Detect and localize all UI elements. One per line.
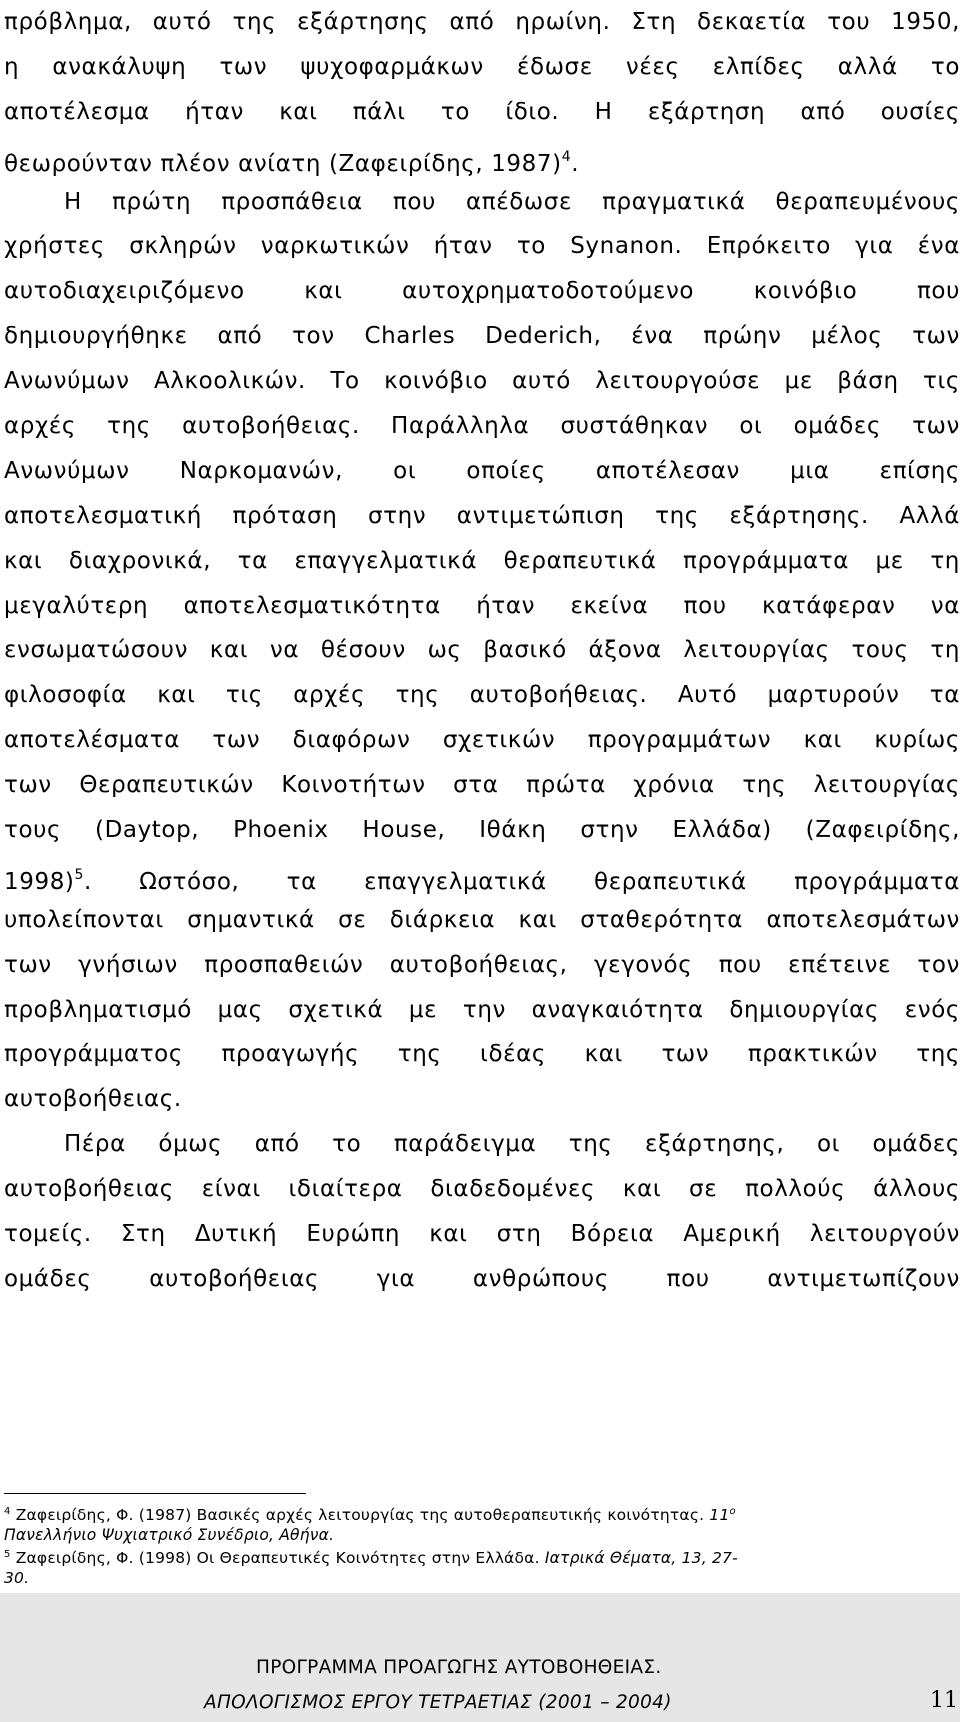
text-line: αυτοβοήθειας είναι ιδιαίτερα διαδεδομένες και σε πολλούς άλλους bbox=[4, 1176, 960, 1203]
footnote-5 bbox=[4, 1545, 954, 1568]
text-segment: θεωρούνταν πλέον ανίατη (Ζαφειρίδης, 1987) bbox=[4, 150, 562, 177]
text-line: φιλοσοφία και τις αρχές της αυτοβοήθειας. Αυτό μαρτυρούν τα bbox=[4, 682, 960, 709]
footnote-italic-sup: ο bbox=[729, 1506, 736, 1517]
footnote-text: Ζαφειρίδης, Φ. (1987) Βασικές αρχές λειτουργίας της αυτοθεραπευτικής κοινότητας. bbox=[10, 1506, 710, 1524]
text-line bbox=[4, 853, 960, 898]
text-line: Ανωνύμων Αλκοολικών. Το κοινόβιο αυτό λειτουργούσε με βάση τις bbox=[4, 368, 960, 395]
footnote-text: Ζαφειρίδης, Φ. (1998) Οι Θεραπευτικές Κοινότητες στην Ελλάδα. bbox=[10, 1549, 545, 1567]
footnote-italic: Ιατρικά Θέματα, 13, 27- bbox=[544, 1549, 738, 1567]
footnote-5-cont: 30. bbox=[4, 1569, 30, 1587]
footnote-ref-5[interactable]: 5 bbox=[74, 866, 85, 883]
footer-report-title: ΑΠΟΛΟΓΙΣΜΟΣ ΕΡΓΟΥ ΤΕΤΡΑΕΤΙΑΣ (2001 – 2004) bbox=[204, 1692, 672, 1713]
text-line: η ανακάλυψη των ψυχοφαρμάκων έδωσε νέες ελπίδες αλλά το bbox=[4, 53, 960, 80]
text-line: των Θεραπευτικών Κοινοτήτων στα πρώτα χρόνια της λειτουργίας bbox=[4, 772, 960, 799]
footer-program-title: ΠΡΟΓΡΑΜΜΑ ΠΡΟΑΓΩΓΗΣ ΑΥΤΟΒΟΗΘΕΙΑΣ. bbox=[256, 1657, 662, 1678]
text-line: τομείς. Στη Δυτική Ευρώπη και στη Βόρεια Αμερική λειτουργούν bbox=[4, 1221, 960, 1248]
footnote-ref-4[interactable]: 4 bbox=[561, 148, 572, 165]
text-line: τους (Daytop, Phoenix House, Ιθάκη στην Ελλάδα) (Ζαφειρίδης, bbox=[4, 817, 960, 844]
footnote-number: 4 bbox=[4, 1506, 11, 1517]
text-line: δημιουργήθηκε από τον Charles Dederich, ένα πρώην μέλος των bbox=[4, 323, 960, 350]
footnotes bbox=[4, 1502, 954, 1588]
footnote-italic: 11 bbox=[709, 1506, 730, 1524]
page-number: 11 bbox=[930, 1688, 958, 1713]
footnote-4-cont: Πανελλήνιο Ψυχιατρικό Συνέδριο, Αθήνα. bbox=[4, 1526, 335, 1544]
text-line: προβληματισμό μας σχετικά με την αναγκαιότητα δημιουργίας ενός bbox=[4, 996, 960, 1023]
text-segment: 1998) bbox=[4, 868, 75, 895]
text-line: υπολείπονται σημαντικά σε διάρκεια και σταθερότητα αποτελεσμάτων bbox=[4, 906, 960, 933]
text-line: Η πρώτη προσπάθεια που απέδωσε πραγματικά θεραπευμένους bbox=[64, 188, 960, 215]
text-line: αυτοβοήθειας. bbox=[4, 1086, 182, 1113]
text-segment: . Ωστόσο, τα επαγγελματικά θεραπευτικά προγράμματα bbox=[84, 868, 960, 895]
text-segment: . bbox=[571, 150, 580, 177]
text-line: αποτέλεσμα ήταν και πάλι το ίδιο. Η εξάρτηση από ουσίες bbox=[4, 98, 960, 125]
text-line: αποτελέσματα των διαφόρων σχετικών προγραμμάτων και κυρίως bbox=[4, 727, 960, 754]
footnote-4 bbox=[4, 1502, 954, 1525]
footnote-number: 5 bbox=[4, 1549, 11, 1560]
text-line: αρχές της αυτοβοήθειας. Παράλληλα συστάθηκαν οι ομάδες των bbox=[4, 413, 960, 440]
text-line: και διαχρονικά, τα επαγγελματικά θεραπευτικά προγράμματα με τη bbox=[4, 547, 960, 574]
text-line: αυτοδιαχειριζόμενο και αυτοχρηματοδοτούμενο κοινόβιο που bbox=[4, 278, 960, 305]
text-line: χρήστες σκληρών ναρκωτικών ήταν το Synanon. Επρόκειτο για ένα bbox=[4, 233, 960, 260]
text-line: προγράμματος προαγωγής της ιδέας και των πρακτικών της bbox=[4, 1041, 960, 1068]
text-line: αποτελεσματική πρόταση στην αντιμετώπιση της εξάρτησης. Αλλά bbox=[4, 502, 960, 529]
body-text bbox=[4, 0, 960, 1302]
text-line: Ανωνύμων Ναρκομανών, οι οποίες αποτέλεσαν μια επίσης bbox=[4, 457, 960, 484]
footnote-separator bbox=[4, 1493, 306, 1494]
text-line: ενσωματώσουν και να θέσουν ως βασικό άξονα λειτουργίας τους τη bbox=[4, 637, 960, 664]
text-line: Πέρα όμως από το παράδειγμα της εξάρτησης, οι ομάδες bbox=[64, 1131, 960, 1158]
text-line: των γνήσιων προσπαθειών αυτοβοήθειας, γεγονός που επέτεινε τον bbox=[4, 951, 960, 978]
text-line: ομάδες αυτοβοήθειας για ανθρώπους που αντιμετωπίζουν bbox=[4, 1265, 960, 1292]
text-line: πρόβλημα, αυτό της εξάρτησης από ηρωίνη. Στη δεκαετία του 1950, bbox=[4, 9, 960, 35]
text-line: μεγαλύτερη αποτελεσματικότητα ήταν εκείνα που κατάφεραν να bbox=[4, 592, 960, 619]
text-line bbox=[4, 135, 960, 180]
